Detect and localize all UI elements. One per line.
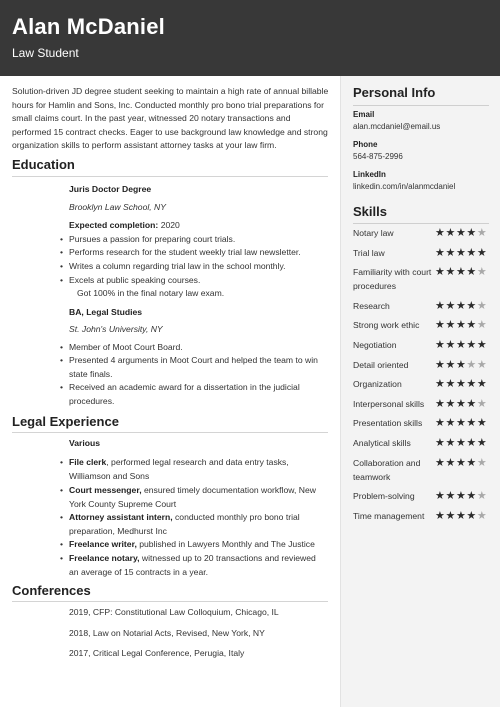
star-filled-icon: ★ — [476, 437, 488, 449]
experience-heading: Legal Experience — [12, 414, 119, 429]
conferences-heading: Conferences — [12, 583, 91, 598]
phone-label: Phone — [353, 140, 378, 149]
star-filled-icon: ★ — [445, 247, 456, 259]
resume-header — [0, 0, 500, 76]
star-filled-icon: ★ — [476, 417, 488, 429]
list-item: • Writes a column regarding trial law in the school monthly. — [69, 260, 331, 274]
star-filled-icon: ★ — [445, 437, 456, 449]
star-empty-icon: ★ — [476, 510, 488, 522]
star-filled-icon: ★ — [435, 417, 446, 429]
linkedin-value: linkedin.com/in/alanmcdaniel — [353, 182, 456, 191]
skill-rating — [435, 227, 487, 239]
skill-name: Problem-solving — [353, 491, 415, 501]
star-filled-icon: ★ — [455, 227, 467, 239]
skill-name: Interpersonal skills — [353, 399, 425, 409]
star-filled-icon: ★ — [435, 490, 446, 502]
star-filled-icon: ★ — [445, 417, 456, 429]
star-filled-icon: ★ — [435, 359, 446, 371]
role-title: Freelance writer, — [69, 539, 137, 549]
list-item: • Received an academic award for a dissertation in the judicial procedures. — [69, 381, 324, 408]
skill-rating — [435, 266, 487, 278]
list-item: • Member of Moot Court Board. — [69, 341, 331, 355]
star-filled-icon: ★ — [455, 437, 467, 449]
star-filled-icon: ★ — [455, 457, 467, 469]
star-filled-icon: ★ — [455, 339, 467, 351]
star-filled-icon: ★ — [455, 417, 467, 429]
star-filled-icon: ★ — [466, 378, 477, 390]
star-filled-icon: ★ — [455, 247, 467, 259]
star-filled-icon: ★ — [476, 378, 488, 390]
star-filled-icon: ★ — [466, 490, 477, 502]
skill-name: Analytical skills — [353, 438, 411, 448]
skill-name: Negotiation — [353, 340, 397, 350]
star-empty-icon: ★ — [466, 359, 477, 371]
star-filled-icon: ★ — [476, 247, 488, 259]
star-filled-icon: ★ — [455, 300, 467, 312]
role-title: Attorney assistant intern, — [69, 512, 173, 522]
skill-name: Collaboration and teamwork — [353, 458, 421, 482]
star-filled-icon: ★ — [445, 339, 456, 351]
skill-name: Strong work ethic — [353, 320, 420, 330]
skill-rating — [435, 457, 487, 469]
role-title: Freelance notary, — [69, 553, 140, 563]
linkedin-label: LinkedIn — [353, 170, 386, 179]
star-empty-icon: ★ — [476, 457, 488, 469]
star-filled-icon: ★ — [435, 227, 446, 239]
skill-name: Organization — [353, 379, 402, 389]
skill-name: Research — [353, 301, 390, 311]
star-filled-icon: ★ — [445, 227, 456, 239]
candidate-title: Law Student — [12, 46, 79, 60]
skill-rating — [435, 417, 487, 429]
star-filled-icon: ★ — [455, 378, 467, 390]
star-filled-icon: ★ — [455, 490, 467, 502]
skill-rating — [435, 398, 487, 410]
conference-item: 2018, Law on Notarial Acts, Revised, New York, NY — [69, 628, 265, 638]
personal-info-divider — [353, 105, 489, 106]
star-filled-icon: ★ — [445, 457, 456, 469]
star-filled-icon: ★ — [445, 359, 456, 371]
star-empty-icon: ★ — [476, 266, 488, 278]
email-label: Email — [353, 110, 375, 119]
role-description: witnessed up to 20 transactions and reviewed an average of 15 contracts in a year. — [69, 553, 316, 577]
role-description: ensured timely documentation workflow, New York County Supreme Court — [69, 485, 316, 509]
skills-divider — [353, 223, 489, 224]
school-name: St. John's University, NY — [69, 324, 163, 334]
star-filled-icon: ★ — [435, 510, 446, 522]
skill-name: Notary law — [353, 228, 394, 238]
skills-heading: Skills — [353, 204, 387, 219]
star-filled-icon: ★ — [435, 457, 446, 469]
star-filled-icon: ★ — [445, 300, 456, 312]
list-item — [69, 511, 319, 538]
star-filled-icon: ★ — [445, 490, 456, 502]
completion-label: Expected completion: — [69, 220, 159, 230]
star-filled-icon: ★ — [445, 378, 456, 390]
star-filled-icon: ★ — [455, 266, 467, 278]
star-filled-icon: ★ — [445, 398, 456, 410]
skill-rating — [435, 490, 487, 502]
star-filled-icon: ★ — [455, 510, 467, 522]
star-filled-icon: ★ — [445, 510, 456, 522]
star-filled-icon: ★ — [435, 300, 446, 312]
skill-rating — [435, 339, 487, 351]
experience-divider — [12, 432, 328, 433]
skill-rating — [435, 247, 487, 259]
star-filled-icon: ★ — [445, 319, 456, 331]
star-filled-icon: ★ — [466, 266, 477, 278]
list-item: • Excels at public speaking courses. — [69, 274, 331, 288]
star-filled-icon: ★ — [466, 227, 477, 239]
personal-info-heading: Personal Info — [353, 85, 436, 100]
summary-text: Solution-driven JD degree student seeking to maintain a high rate of annual billable hours for Hamlin and Sons, Inc. Conducted monthly pro bono trial preparations for small claims court. In the past year, witnessed 20 notary transactions and performed 15 contract checks. Eager to use background law knowledge and strong organization skills to perform assistant attorney tasks at your law firm. — [12, 86, 329, 151]
list-item-continuation: Got 100% in the final notary law exam. — [77, 288, 225, 298]
skill-name: Presentation skills — [353, 418, 423, 428]
star-filled-icon: ★ — [466, 457, 477, 469]
star-empty-icon: ★ — [476, 319, 488, 331]
star-filled-icon: ★ — [435, 339, 446, 351]
star-filled-icon: ★ — [466, 437, 477, 449]
list-item — [69, 484, 331, 511]
skill-rating — [435, 300, 487, 312]
school-name: Brooklyn Law School, NY — [69, 202, 166, 212]
conference-item: 2017, Critical Legal Conference, Perugia, Italy — [69, 648, 245, 658]
star-filled-icon: ★ — [455, 359, 467, 371]
star-empty-icon: ★ — [476, 398, 488, 410]
skill-rating — [435, 359, 487, 371]
role-description: published in Lawyers Monthly and The Justice — [136, 539, 315, 549]
list-item — [69, 456, 327, 483]
skill-rating — [435, 437, 487, 449]
star-filled-icon: ★ — [476, 339, 488, 351]
degree-title: BA, Legal Studies — [69, 307, 143, 317]
completion-value: 2020 — [160, 220, 180, 230]
star-empty-icon: ★ — [476, 227, 488, 239]
list-item — [69, 552, 327, 579]
star-empty-icon: ★ — [476, 490, 488, 502]
skill-rating — [435, 510, 487, 522]
conferences-divider — [12, 601, 328, 602]
list-item — [69, 538, 331, 552]
completion-line — [69, 219, 180, 233]
skill-name: Familiarity with court procedures — [353, 267, 432, 291]
star-filled-icon: ★ — [466, 300, 477, 312]
degree-title: Juris Doctor Degree — [69, 184, 152, 194]
list-item: • Performs research for the student weekly trial law newsletter. — [69, 246, 331, 260]
star-filled-icon: ★ — [466, 398, 477, 410]
skill-name: Detail oriented — [353, 360, 409, 370]
star-filled-icon: ★ — [466, 417, 477, 429]
list-item: • Pursues a passion for preparing court trials. — [69, 233, 331, 247]
star-filled-icon: ★ — [445, 266, 456, 278]
role-title: File clerk — [69, 457, 107, 467]
star-filled-icon: ★ — [466, 339, 477, 351]
employer-name: Various — [69, 438, 101, 448]
star-filled-icon: ★ — [435, 319, 446, 331]
star-filled-icon: ★ — [466, 510, 477, 522]
role-description: conducted monthly pro bono trial preparation, Medhurst Inc — [69, 512, 300, 536]
education-divider — [12, 176, 328, 177]
skill-rating — [435, 378, 487, 390]
role-title: Court messenger, — [69, 485, 142, 495]
star-filled-icon: ★ — [435, 247, 446, 259]
phone-value: 564-875-2996 — [353, 152, 403, 161]
star-filled-icon: ★ — [455, 398, 467, 410]
email-value: alan.mcdaniel@email.us — [353, 122, 441, 131]
star-filled-icon: ★ — [435, 378, 446, 390]
star-filled-icon: ★ — [466, 247, 477, 259]
list-item: • Presented 4 arguments in Moot Court and helped the team to win state finals. — [69, 354, 331, 381]
skill-name: Trial law — [353, 248, 385, 258]
star-filled-icon: ★ — [435, 437, 446, 449]
star-empty-icon: ★ — [476, 359, 488, 371]
skill-name: Time management — [353, 511, 425, 521]
star-filled-icon: ★ — [435, 266, 446, 278]
star-filled-icon: ★ — [455, 319, 467, 331]
education-heading: Education — [12, 157, 75, 172]
star-filled-icon: ★ — [435, 398, 446, 410]
skill-rating — [435, 319, 487, 331]
conference-item: 2019, CFP: Constitutional Law Colloquium, Chicago, IL — [69, 607, 279, 617]
candidate-name: Alan McDaniel — [12, 14, 165, 39]
role-description: , performed legal research and data entry tasks, Williamson and Sons — [69, 457, 289, 481]
star-filled-icon: ★ — [466, 319, 477, 331]
sidebar — [340, 76, 500, 707]
star-empty-icon: ★ — [476, 300, 488, 312]
